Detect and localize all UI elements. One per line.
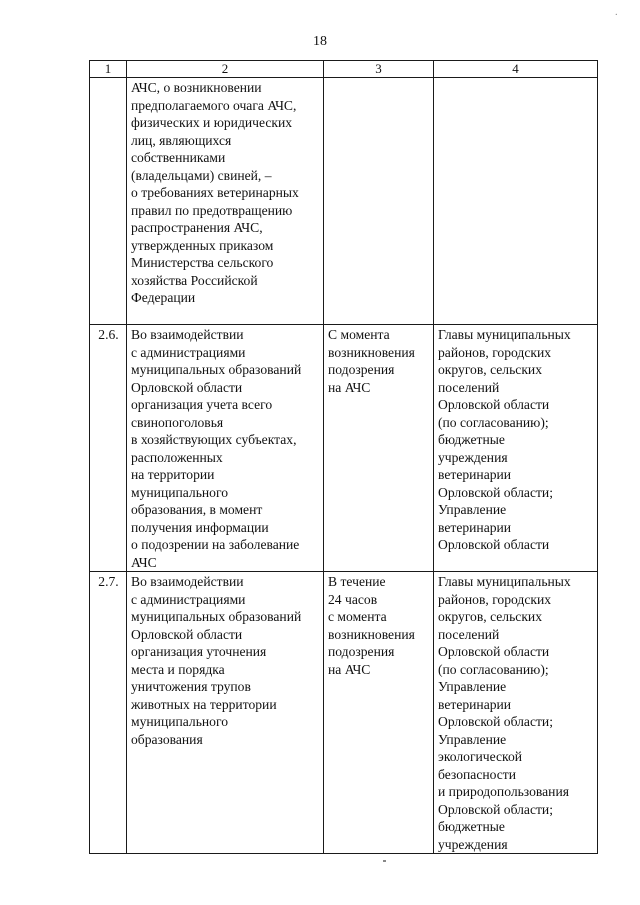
cell-line: физических и юридических xyxy=(131,115,293,130)
cell-line: Орловской области; xyxy=(438,801,553,817)
cell-line: АЧС, о возникновении xyxy=(131,80,262,95)
term-cell xyxy=(324,325,434,572)
cell-line: Управление xyxy=(438,502,507,517)
cell-line: муниципального xyxy=(131,714,229,729)
cell-line: Во взаимодействии xyxy=(131,327,244,342)
cell-line: поселений xyxy=(438,379,500,395)
cell-line: бюджетные xyxy=(438,819,505,834)
table-header-row xyxy=(90,61,598,78)
column-header: 3 xyxy=(324,61,434,78)
action-cell xyxy=(127,325,324,572)
column-header: 2 xyxy=(127,61,324,78)
cell-line: лиц, являющихся xyxy=(131,132,232,148)
cell-line: образования, в момент xyxy=(131,502,263,517)
table-row xyxy=(90,572,598,854)
cell-line: организация учета всего xyxy=(131,397,273,412)
term-cell xyxy=(324,78,434,325)
cell-line: на АЧС xyxy=(328,661,371,677)
action-cell xyxy=(127,78,324,325)
cell-line: (владельцами) свиней, – xyxy=(131,167,272,183)
cell-line: о требованиях ветеринарных xyxy=(131,185,299,200)
cell-line: возникновения xyxy=(328,626,415,642)
cell-line: в хозяйствующих субъектах, xyxy=(131,432,297,447)
cell-line: хозяйства Российской xyxy=(131,272,258,288)
row-number-cell: 2.6. xyxy=(90,325,127,572)
table-row xyxy=(90,78,598,325)
cell-line: предполагаемого очага АЧС, xyxy=(131,97,297,113)
cell-line: на территории xyxy=(131,467,215,482)
cell-line: с администрациями xyxy=(131,344,246,360)
row-number-cell xyxy=(90,78,127,325)
cell-line: Федерации xyxy=(131,290,196,305)
cell-line: округов, сельских xyxy=(438,609,542,624)
cell-line: бюджетные xyxy=(438,432,505,447)
cell-line: районов, городских xyxy=(438,591,552,607)
cell-line: Орловской области xyxy=(438,537,550,552)
cell-line: Главы муниципальных xyxy=(438,574,571,589)
cell-line: Орловской области; xyxy=(438,484,553,500)
cell-line: и природопользования xyxy=(438,784,569,799)
cell-line: Орловской области; xyxy=(438,714,553,729)
cell-line: места и порядка xyxy=(131,661,225,677)
column-header: 1 xyxy=(90,61,127,78)
cell-line: Во взаимодействии xyxy=(131,574,244,589)
cell-line: образования xyxy=(131,731,203,747)
responsible-cell xyxy=(434,572,598,854)
cell-line: муниципального xyxy=(131,484,229,500)
cell-line: ветеринарии xyxy=(438,696,512,712)
cell-line: Управление xyxy=(438,731,507,747)
cell-line: правил по предотвращению xyxy=(131,202,293,218)
cell-line: Орловской области xyxy=(438,397,550,412)
cell-line: Управление xyxy=(438,679,507,694)
cell-line: округов, сельских xyxy=(438,362,542,377)
action-cell xyxy=(127,572,324,854)
measures-table xyxy=(89,60,598,854)
scan-mark xyxy=(383,860,386,862)
cell-line: с администрациями xyxy=(131,591,246,607)
cell-line: расположенных xyxy=(131,449,223,465)
row-number-cell: 2.7. xyxy=(90,572,127,854)
cell-line: ветеринарии xyxy=(438,519,512,535)
cell-line: учреждения xyxy=(438,449,508,465)
cell-line: (по согласованию); xyxy=(438,661,549,677)
cell-line: АЧС xyxy=(131,554,157,570)
cell-line: Главы муниципальных xyxy=(438,327,571,342)
cell-line: Орловской области xyxy=(131,379,243,395)
cell-line: районов, городских xyxy=(438,344,552,360)
table-row xyxy=(90,325,598,572)
cell-line: муниципальных образований xyxy=(131,609,302,624)
cell-line: Орловской области xyxy=(131,626,243,642)
cell-line: животных на территории xyxy=(131,696,277,712)
cell-line: с момента xyxy=(328,609,387,624)
cell-line: свинопоголовья xyxy=(131,414,224,430)
cell-line: муниципальных образований xyxy=(131,362,302,377)
cell-line: на АЧС xyxy=(328,379,371,395)
term-cell xyxy=(324,572,434,854)
page-number: 18 xyxy=(313,34,327,49)
cell-line: собственниками xyxy=(131,150,226,165)
cell-line: С момента xyxy=(328,327,390,342)
cell-line: возникновения xyxy=(328,344,415,360)
cell-line: (по согласованию); xyxy=(438,414,549,430)
cell-line: поселений xyxy=(438,626,500,642)
cell-line: получения информации xyxy=(131,519,269,535)
cell-line: экологической xyxy=(438,749,523,764)
cell-line: о подозрении на заболевание xyxy=(131,537,300,552)
cell-line: организация уточнения xyxy=(131,644,267,659)
cell-line: ветеринарии xyxy=(438,467,512,482)
cell-line: уничтожения трупов xyxy=(131,679,251,694)
cell-line: Орловской области xyxy=(438,644,550,659)
responsible-cell xyxy=(434,78,598,325)
cell-line: подозрения xyxy=(328,362,395,377)
cell-line: 24 часов xyxy=(328,591,378,607)
column-header: 4 xyxy=(434,61,598,78)
cell-line: утвержденных приказом xyxy=(131,237,274,253)
responsible-cell xyxy=(434,325,598,572)
cell-line: учреждения xyxy=(438,836,508,852)
cell-line: распространения АЧС, xyxy=(131,220,263,235)
cell-line: безопасности xyxy=(438,766,517,782)
cell-line: подозрения xyxy=(328,644,395,659)
scan-mark: · xyxy=(614,10,618,21)
cell-line: Министерства сельского xyxy=(131,255,274,270)
cell-line: В течение xyxy=(328,574,386,589)
